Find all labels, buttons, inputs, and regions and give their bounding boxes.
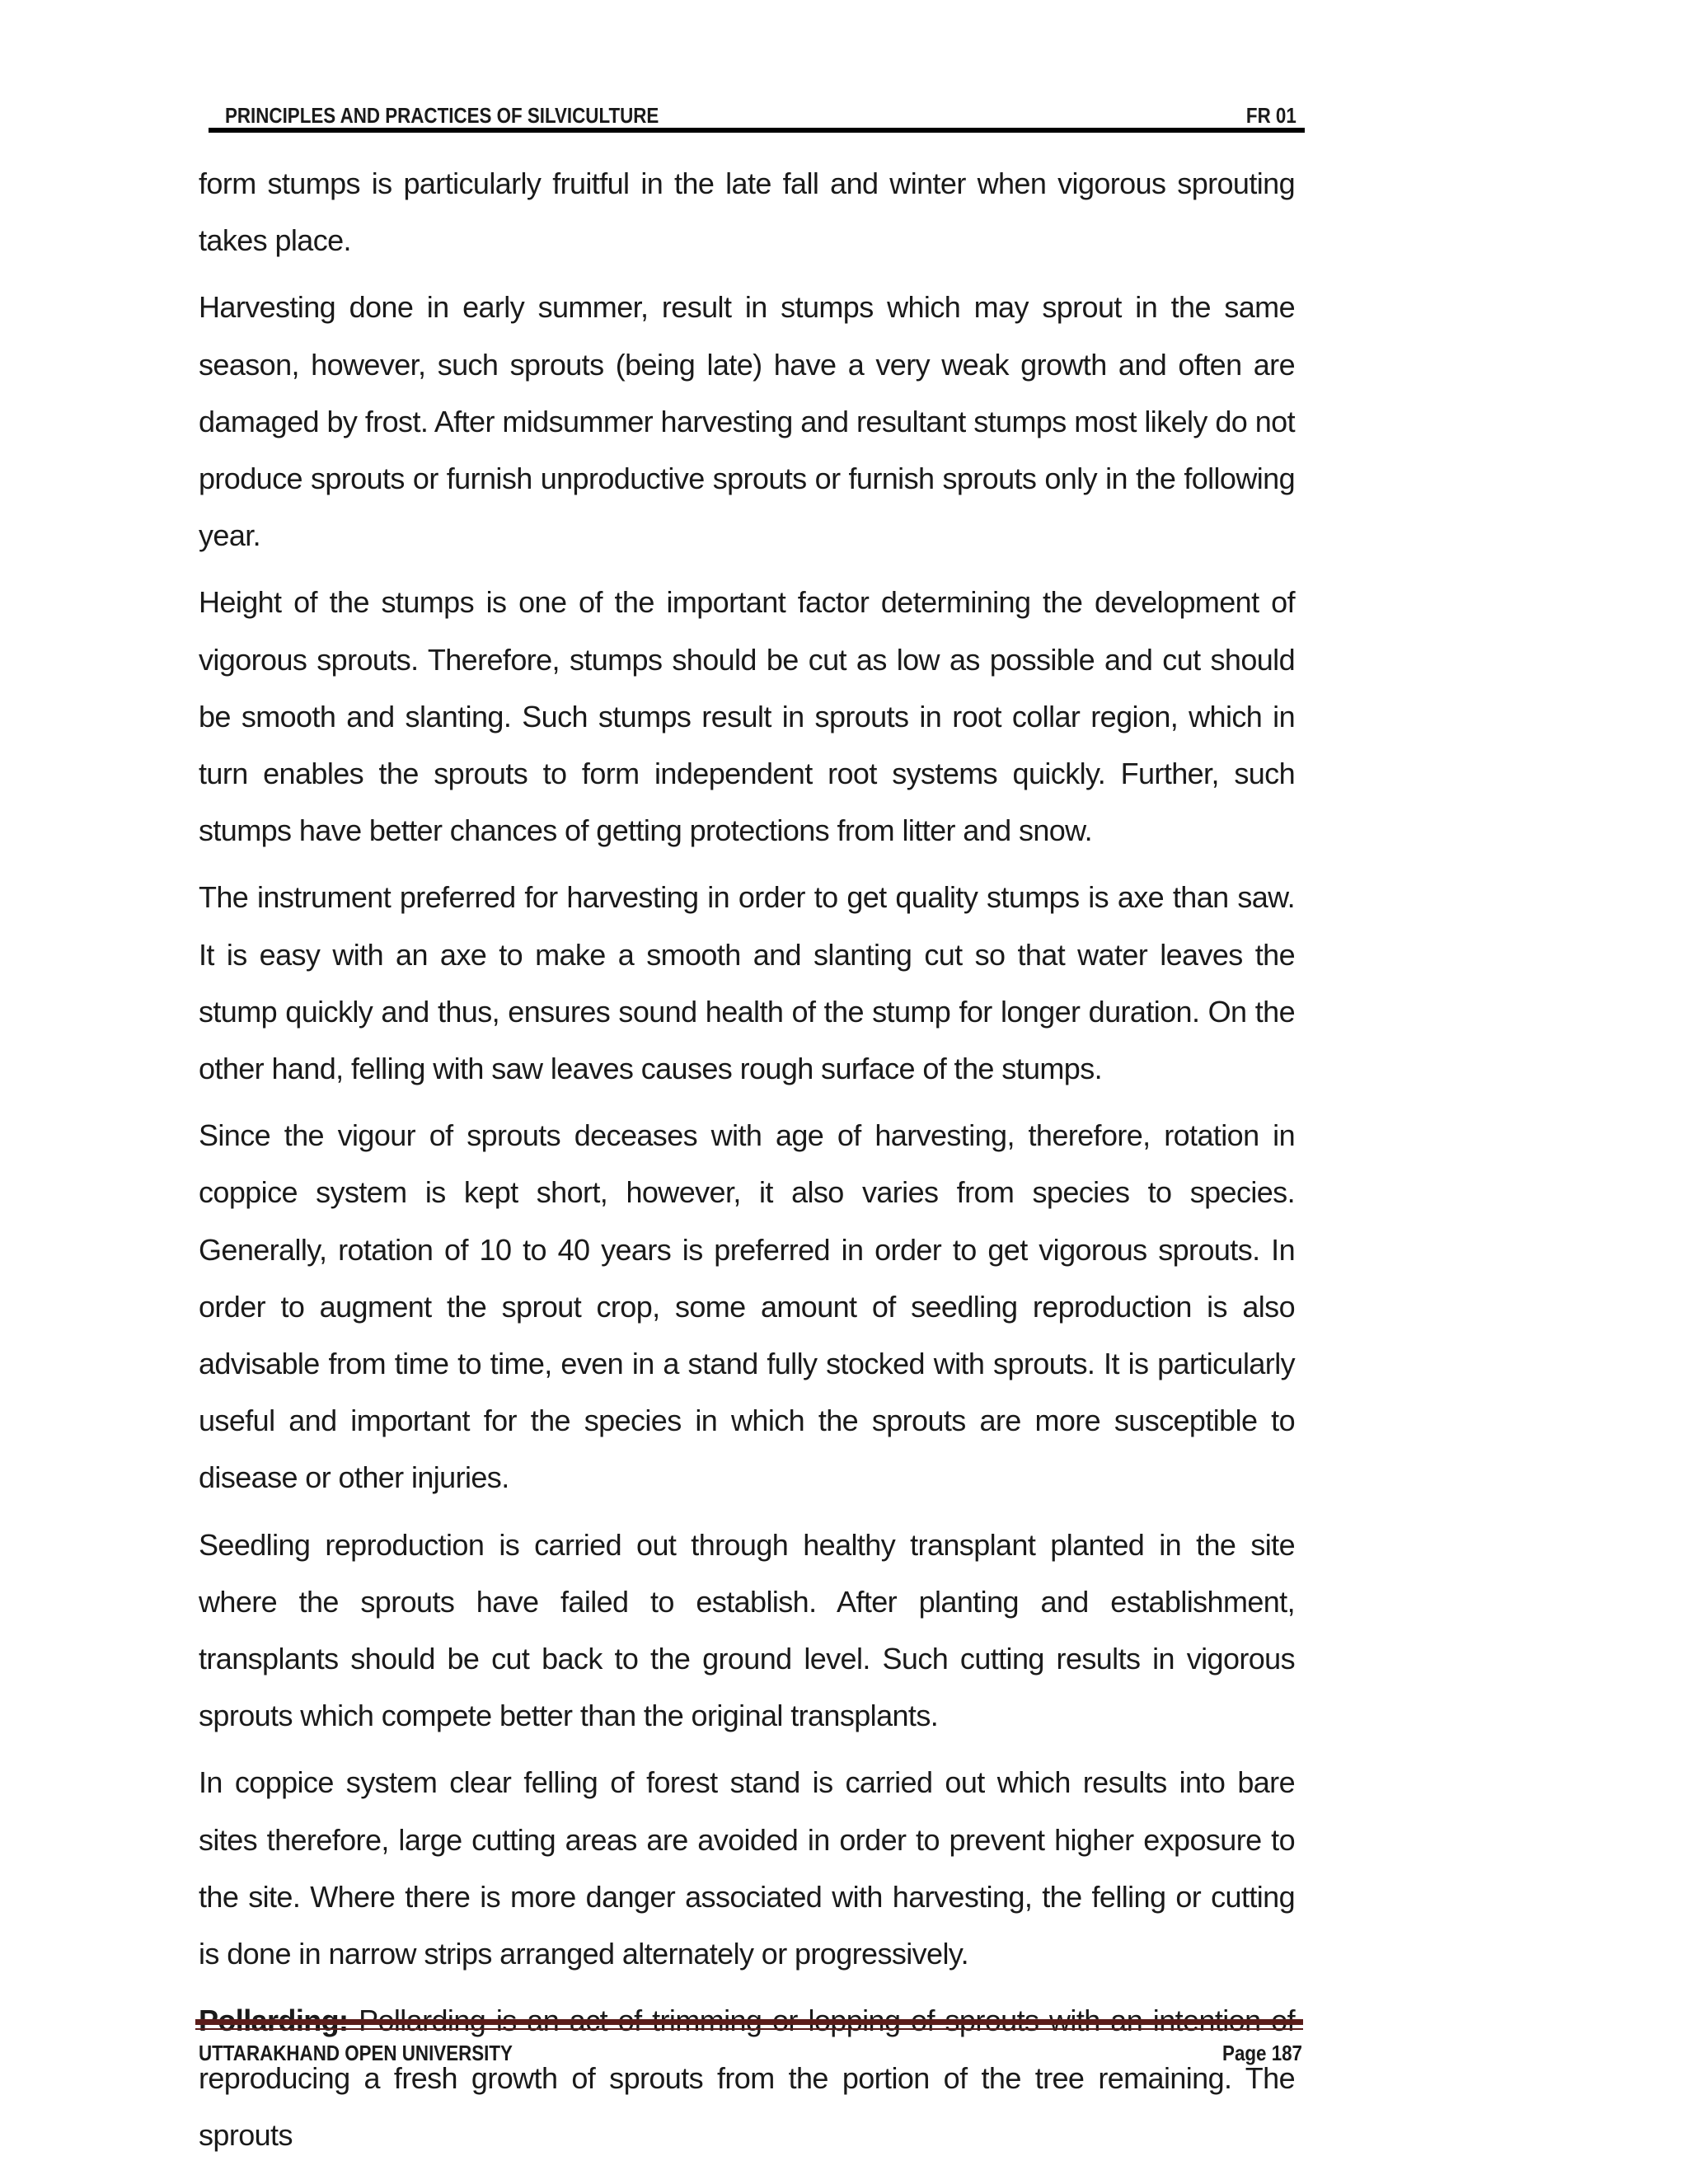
- paragraph-3: Height of the stumps is one of the important factor determining the development of vigorous sprouts. Therefore, stumps should be cut as low as possible and cut should be smooth and slanting. Such stumps result in sprouts in root collar region, which in turn enables the sprouts to form independent root systems quickly. Further, such stumps have better chances of getting protections from litter and snow.: [199, 585, 1295, 848]
- page-body: [199, 155, 1295, 2173]
- footer-rule-thick: [195, 2019, 1303, 2025]
- footer-rule-thin: [195, 2028, 1303, 2030]
- footer-institution: UTTARAKHAND OPEN UNIVERSITY: [199, 2041, 513, 2065]
- paragraph-6: Seedling reproduction is carried out through healthy transplant planted in the site where the sprouts have failed to establish. After planting and establishment, transplants should be cut back to the ground level. Such cutting results in vigorous sprouts which compete better than the original transplants.: [199, 1527, 1295, 1733]
- paragraph-5: Since the vigour of sprouts deceases with age of harvesting, therefore, rotation in coppice system is kept short, however, it also varies from species to species. Generally, rotation of 10 to 40 years is preferred in order to get vigorous sprouts. In order to augment the sprout crop, some amount of seedling reproduction is also advisable from time to time, even in a stand fully stocked with sprouts. It is particularly useful and important for the species in which the sprouts are more susceptible to disease or other injuries.: [199, 1118, 1295, 1495]
- header-rule: [209, 128, 1305, 133]
- pollarding-text: reproducing a fresh growth of sprouts from the portion of the tree remaining. The sprouts: [199, 2060, 1295, 2152]
- footer-page-number: Page 187: [1222, 2041, 1302, 2065]
- page-header: [209, 96, 1305, 129]
- header-title: PRINCIPLES AND PRACTICES OF SILVICULTURE: [225, 103, 659, 128]
- header-course-code: FR 01: [1246, 103, 1296, 128]
- paragraph-1: form stumps is particularly fruitful in the late fall and winter when vigorous sprouting takes place.: [199, 166, 1295, 258]
- paragraph-pollarding: [199, 1992, 1295, 2163]
- paragraph-7: In coppice system clear felling of forest stand is carried out which results into bare sites therefore, large cutting areas are avoided in order to prevent higher exposure to the site. Where there is more danger associated with harvesting, the felling or cutting is done in narrow strips arranged alternately or progressively.: [199, 1765, 1295, 1971]
- paragraph-4: The instrument preferred for harvesting in order to get quality stumps is axe than saw. It is easy with an axe to make a smooth and slanting cut so that water leaves the stump quickly and thus, ensures sound health of the stump for longer duration. On the other hand, felling with saw leaves causes rough surface of the stumps.: [199, 880, 1295, 1086]
- paragraph-2: Harvesting done in early summer, result in stumps which may sprout in the same season, however, such sprouts (being late) have a very weak growth and often are damaged by frost. After midsummer harvesting and resultant stumps most likely do not produce sprouts or furnish unproductive sprouts or furnish sprouts only in the following year.: [199, 290, 1295, 553]
